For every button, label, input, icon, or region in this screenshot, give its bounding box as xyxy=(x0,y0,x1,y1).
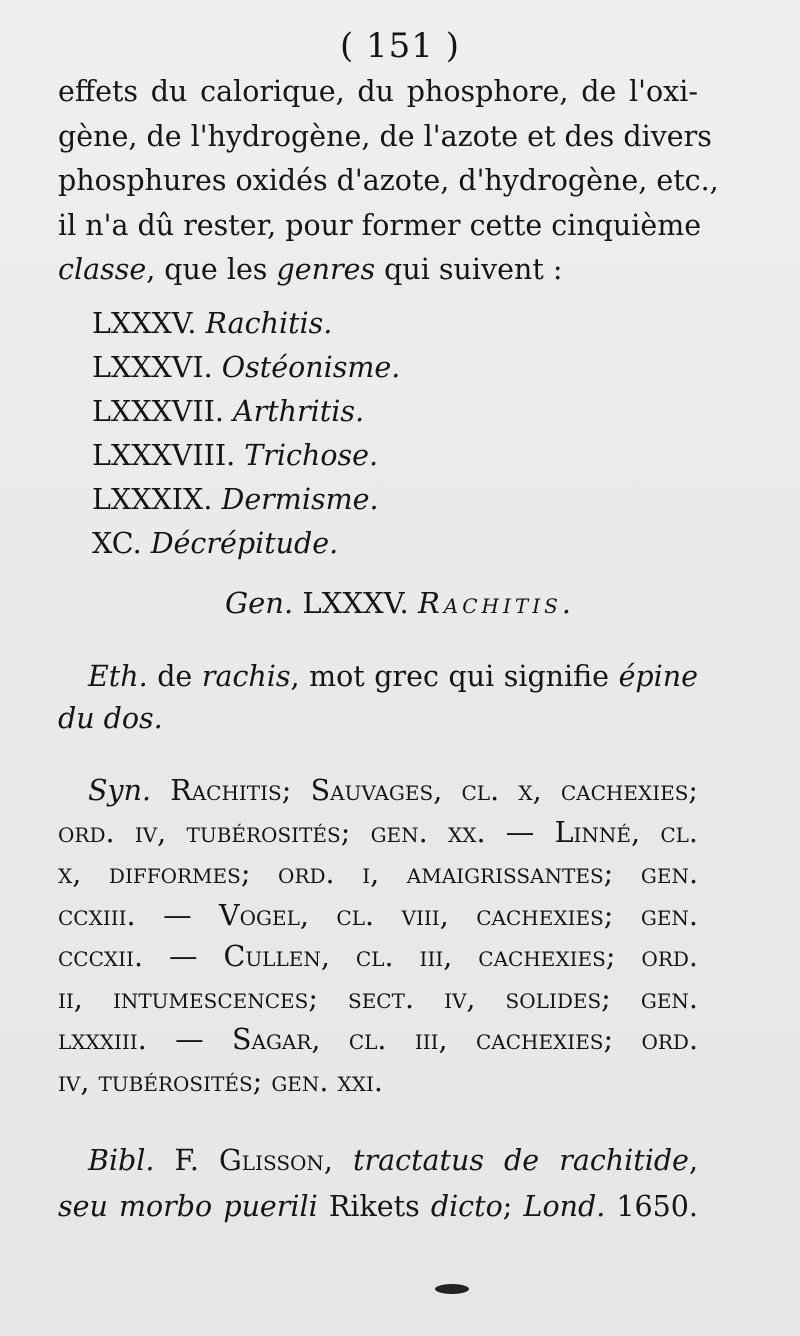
text-line: phosphures oxidés d'azote, d'hydrogène, etc., xyxy=(58,164,719,197)
text-fragment: , que les xyxy=(146,253,277,286)
genre-list xyxy=(92,302,400,566)
text-line: du dos. xyxy=(58,701,163,735)
section-heading xyxy=(0,586,800,620)
genre-item xyxy=(92,434,400,478)
genre-name: Trichose. xyxy=(244,439,379,472)
gen-name: Rachitis. xyxy=(417,586,576,620)
text-fragment: Rachitis; Sauvages, cl. x, cachexies; xyxy=(151,774,698,807)
gen-number: LXXXV. xyxy=(302,586,409,620)
genre-name: Décrépitude. xyxy=(150,527,339,560)
synonymy-paragraph xyxy=(58,770,698,1102)
text-fragment: Rikets xyxy=(317,1190,431,1223)
italic-word: Lond. xyxy=(523,1190,606,1223)
text-line: ord. iv, tubérosités; gen. xx. — Linné, cl. xyxy=(58,815,698,849)
bibliography-paragraph xyxy=(58,1138,698,1230)
gen-label: Gen. xyxy=(224,586,294,620)
text-line: cccxii. — Cullen, cl. iii, cachexies; ord. xyxy=(58,940,698,973)
etymology-paragraph xyxy=(58,656,698,739)
text-fragment: , xyxy=(688,1144,698,1177)
text-line: effets du calorique, du phosphore, de l'oxi- xyxy=(58,75,698,108)
genre-number: LXXXVII. xyxy=(92,395,224,428)
syn-label: Syn. xyxy=(88,774,152,807)
genre-name: Arthritis. xyxy=(233,395,365,428)
text-line: iv, tubérosités; gen. xxi. xyxy=(58,1064,383,1098)
genre-number: LXXXVI. xyxy=(92,351,213,384)
text-fragment: 1650. xyxy=(605,1190,698,1223)
ornament-mark xyxy=(435,1284,469,1294)
intro-paragraph xyxy=(58,70,719,293)
genre-number: LXXXV. xyxy=(92,307,197,340)
italic-title: seu morbo puerili xyxy=(58,1190,318,1223)
genre-number: XC. xyxy=(92,527,142,560)
text-fragment: qui suivent : xyxy=(375,253,563,286)
text-line xyxy=(58,1184,698,1230)
italic-word: épine xyxy=(618,660,699,693)
genre-number: LXXXVIII. xyxy=(92,439,236,472)
author-name: F. Glisson, xyxy=(154,1144,354,1177)
italic-word: genres xyxy=(276,253,376,286)
text-line xyxy=(58,656,698,698)
text-line xyxy=(58,1138,698,1184)
text-line: ii, intumescences; sect. iv, solides; gen. xyxy=(58,981,698,1015)
italic-word: rachis xyxy=(201,660,291,693)
genre-item xyxy=(92,478,400,522)
text-line: x, difformes; ord. i, amaigrissantes; gen. xyxy=(58,857,698,890)
text-line xyxy=(58,770,698,812)
genre-name: Ostéonisme. xyxy=(221,351,401,384)
genre-name: Rachitis. xyxy=(205,307,333,340)
italic-word: dicto xyxy=(430,1190,503,1223)
text-fragment: , mot grec qui signifie xyxy=(290,660,619,693)
italic-title: tractatus de rachitide xyxy=(353,1144,689,1177)
genre-name: Dermisme. xyxy=(221,483,379,516)
text-line xyxy=(58,248,698,293)
genre-number: LXXXIX. xyxy=(92,483,213,516)
genre-item xyxy=(92,346,400,390)
italic-word: classe xyxy=(58,253,147,286)
bibl-label: Bibl. xyxy=(88,1144,155,1177)
genre-item xyxy=(92,390,400,434)
text-fragment: ; xyxy=(502,1190,524,1223)
text-line: gène, de l'hydrogène, de l'azote et des divers xyxy=(58,119,712,153)
text-fragment: de xyxy=(147,660,202,693)
page-number: ( 151 ) xyxy=(339,26,461,66)
genre-item xyxy=(92,302,400,346)
text-line: lxxxiii. — Sagar, cl. iii, cachexies; ord. xyxy=(58,1023,698,1056)
genre-item xyxy=(92,522,400,566)
text-line: ccxiii. — Vogel, cl. viii, cachexies; gen. xyxy=(58,898,698,932)
text-line: il n'a dû rester, pour former cette cinquième xyxy=(58,208,702,242)
eth-label: Eth. xyxy=(88,660,148,693)
